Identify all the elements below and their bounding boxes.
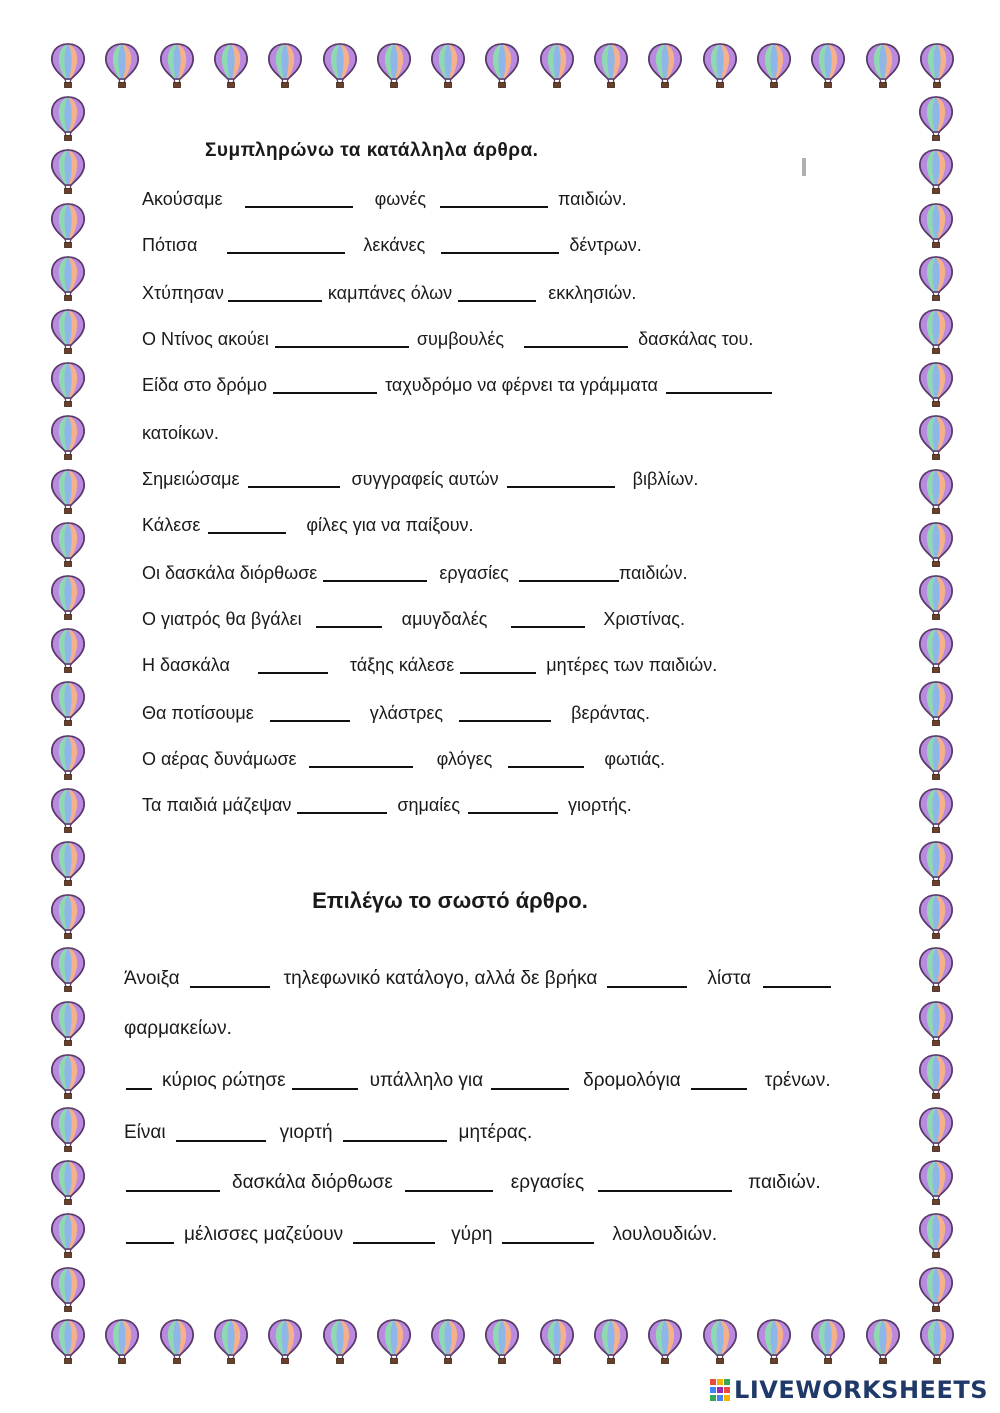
hot-air-balloon-icon — [918, 1000, 954, 1046]
answer-blank[interactable] — [691, 1070, 747, 1090]
hot-air-balloon-icon — [430, 42, 466, 88]
hot-air-balloon-icon — [50, 1106, 86, 1152]
hot-air-balloon-icon — [918, 468, 954, 514]
hot-air-balloon-icon — [756, 42, 792, 88]
hot-air-balloon-icon — [918, 521, 954, 567]
hot-air-balloon-icon — [918, 1106, 954, 1152]
answer-blank[interactable] — [441, 234, 559, 254]
answer-blank[interactable] — [227, 234, 345, 254]
answer-blank[interactable] — [502, 1224, 594, 1244]
exercise-line: Χτύπησαν καμπάνες όλων εκκλησιών. — [142, 283, 637, 303]
answer-blank[interactable] — [190, 968, 270, 988]
hot-air-balloon-icon — [50, 787, 86, 833]
exercise-line: Η δασκάλα τάξης κάλεσε μητέρες των παιδιών. — [142, 655, 718, 675]
answer-blank[interactable] — [270, 702, 350, 722]
hot-air-balloon-icon — [50, 734, 86, 780]
hot-air-balloon-icon — [593, 42, 629, 88]
hot-air-balloon-icon — [756, 1318, 792, 1364]
answer-blank[interactable] — [258, 654, 328, 674]
hot-air-balloon-icon — [865, 1318, 901, 1364]
hot-air-balloon-icon — [918, 148, 954, 194]
hot-air-balloon-icon — [647, 42, 683, 88]
answer-blank[interactable] — [343, 1122, 447, 1142]
hot-air-balloon-icon — [810, 42, 846, 88]
hot-air-balloon-icon — [539, 42, 575, 88]
answer-blank[interactable] — [292, 1070, 358, 1090]
exercise-line: Κάλεσε φίλες για να παίξουν. — [142, 515, 474, 535]
hot-air-balloon-icon — [50, 42, 86, 88]
answer-blank[interactable] — [405, 1172, 493, 1192]
hot-air-balloon-icon — [810, 1318, 846, 1364]
answer-blank[interactable] — [763, 968, 831, 988]
exercise-line: Τα παιδιά μάζεψαν σημαίες γιορτής. — [142, 795, 632, 815]
scan-mark — [802, 158, 806, 176]
answer-blank[interactable] — [208, 514, 286, 534]
answer-blank[interactable] — [460, 654, 536, 674]
hot-air-balloon-icon — [50, 1318, 86, 1364]
hot-air-balloon-icon — [50, 148, 86, 194]
exercise-line: Οι δασκάλα διόρθωσε εργασίες παιδιών. — [142, 563, 688, 583]
hot-air-balloon-icon — [918, 574, 954, 620]
hot-air-balloon-icon — [918, 734, 954, 780]
exercise-line: Ο γιατρός θα βγάλει αμυγδαλές Χριστίνας. — [142, 609, 685, 629]
hot-air-balloon-icon — [50, 1000, 86, 1046]
answer-blank[interactable] — [126, 1070, 152, 1090]
exercise-line: Ακούσαμε φωνές παιδιών. — [142, 189, 627, 209]
hot-air-balloon-icon — [918, 787, 954, 833]
hot-air-balloon-icon — [50, 1053, 86, 1099]
hot-air-balloon-icon — [918, 361, 954, 407]
answer-blank[interactable] — [248, 468, 340, 488]
brand-name: LIVEWORKSHEETS — [734, 1376, 988, 1404]
hot-air-balloon-icon — [213, 42, 249, 88]
answer-blank[interactable] — [519, 562, 619, 582]
hot-air-balloon-icon — [918, 1212, 954, 1258]
answer-blank[interactable] — [459, 702, 551, 722]
hot-air-balloon-icon — [159, 42, 195, 88]
answer-blank[interactable] — [511, 608, 585, 628]
hot-air-balloon-icon — [50, 95, 86, 141]
answer-blank[interactable] — [126, 1172, 220, 1192]
hot-air-balloon-icon — [50, 308, 86, 354]
hot-air-balloon-icon — [484, 42, 520, 88]
hot-air-balloon-icon — [865, 42, 901, 88]
hot-air-balloon-icon — [50, 202, 86, 248]
exercise-line: Είδα στο δρόμο ταχυδρόμο να φέρνει τα γράμματα — [142, 372, 776, 398]
hot-air-balloon-icon — [539, 1318, 575, 1364]
hot-air-balloon-icon — [918, 255, 954, 301]
answer-blank[interactable] — [245, 188, 353, 208]
exercise-line: μέλισσες μαζεύουν γύρη λουλουδιών. — [124, 1222, 717, 1248]
hot-air-balloon-icon — [50, 574, 86, 620]
exercise-line: Άνοιξα τηλεφωνικό κατάλογο, αλλά δε βρήκα λίστα — [124, 966, 835, 992]
hot-air-balloon-icon — [104, 42, 140, 88]
section2-title: Επιλέγω το σωστό άρθρο. — [312, 888, 588, 913]
hot-air-balloon-icon — [702, 1318, 738, 1364]
exercise-line: κύριος ρώτησε υπάλληλο για δρομολόγια τρένων. — [124, 1068, 831, 1094]
answer-blank[interactable] — [309, 748, 413, 768]
hot-air-balloon-icon — [376, 42, 412, 88]
hot-air-balloon-icon — [376, 1318, 412, 1364]
hot-air-balloon-icon — [213, 1318, 249, 1364]
answer-blank[interactable] — [598, 1172, 732, 1192]
hot-air-balloon-icon — [159, 1318, 195, 1364]
hot-air-balloon-icon — [50, 627, 86, 673]
hot-air-balloon-icon — [919, 42, 955, 88]
hot-air-balloon-icon — [322, 42, 358, 88]
answer-blank[interactable] — [524, 328, 628, 348]
hot-air-balloon-icon — [50, 1159, 86, 1205]
hot-air-balloon-icon — [322, 1318, 358, 1364]
hot-air-balloon-icon — [918, 414, 954, 460]
hot-air-balloon-icon — [104, 1318, 140, 1364]
hot-air-balloon-icon — [267, 1318, 303, 1364]
hot-air-balloon-icon — [50, 414, 86, 460]
hot-air-balloon-icon — [50, 468, 86, 514]
answer-blank[interactable] — [273, 374, 377, 394]
hot-air-balloon-icon — [918, 1266, 954, 1312]
answer-blank[interactable] — [353, 1224, 435, 1244]
exercise-line: Ο Ντίνος ακούει συμβουλές δασκάλας του. — [142, 329, 754, 349]
answer-blank[interactable] — [297, 794, 387, 814]
exercise-line: Πότισα λεκάνες δέντρων. — [142, 235, 642, 255]
hot-air-balloon-icon — [918, 893, 954, 939]
exercise-line: δασκάλα διόρθωσε εργασίες παιδιών. — [124, 1170, 821, 1196]
hot-air-balloon-icon — [919, 1318, 955, 1364]
hot-air-balloon-icon — [593, 1318, 629, 1364]
hot-air-balloon-icon — [50, 361, 86, 407]
hot-air-balloon-icon — [702, 42, 738, 88]
answer-blank[interactable] — [468, 794, 558, 814]
answer-blank[interactable] — [228, 282, 322, 302]
answer-blank[interactable] — [440, 188, 548, 208]
hot-air-balloon-icon — [50, 680, 86, 726]
hot-air-balloon-icon — [484, 1318, 520, 1364]
hot-air-balloon-icon — [50, 1266, 86, 1312]
hot-air-balloon-icon — [918, 95, 954, 141]
answer-blank[interactable] — [666, 374, 772, 394]
hot-air-balloon-icon — [918, 308, 954, 354]
hot-air-balloon-icon — [918, 202, 954, 248]
answer-blank[interactable] — [176, 1122, 266, 1142]
answer-blank[interactable] — [491, 1070, 569, 1090]
answer-blank[interactable] — [607, 968, 687, 988]
hot-air-balloon-icon — [267, 42, 303, 88]
hot-air-balloon-icon — [918, 840, 954, 886]
answer-blank[interactable] — [508, 748, 584, 768]
hot-air-balloon-icon — [647, 1318, 683, 1364]
exercise-line: φαρμακείων. — [124, 1018, 232, 1039]
answer-blank[interactable] — [323, 562, 427, 582]
answer-blank[interactable] — [316, 608, 382, 628]
section1-title: Συμπληρώνω τα κατάλληλα άρθρα. — [205, 140, 539, 161]
exercise-line: Ο αέρας δυνάμωσε φλόγες φωτιάς. — [142, 749, 666, 769]
exercise-line: κατοίκων. — [142, 423, 219, 443]
hot-air-balloon-icon — [918, 680, 954, 726]
hot-air-balloon-icon — [50, 946, 86, 992]
hot-air-balloon-icon — [50, 840, 86, 886]
hot-air-balloon-icon — [50, 1212, 86, 1258]
answer-blank[interactable] — [275, 328, 409, 348]
exercise-line: Είναι γιορτή μητέρας. — [124, 1122, 533, 1143]
footer-brand[interactable] — [709, 1373, 988, 1407]
answer-blank[interactable] — [507, 468, 615, 488]
liveworksheets-logo-icon — [709, 1377, 731, 1403]
hot-air-balloon-icon — [50, 521, 86, 567]
hot-air-balloon-icon — [50, 255, 86, 301]
hot-air-balloon-icon — [918, 627, 954, 673]
exercise-line: Θα ποτίσουμε γλάστρες βεράντας. — [142, 703, 651, 723]
hot-air-balloon-icon — [918, 1053, 954, 1099]
hot-air-balloon-icon — [430, 1318, 466, 1364]
exercise-line: Σημειώσαμε συγγραφείς αυτών βιβλίων. — [142, 469, 699, 489]
answer-blank[interactable] — [126, 1224, 174, 1244]
hot-air-balloon-icon — [918, 1159, 954, 1205]
answer-blank[interactable] — [458, 282, 536, 302]
hot-air-balloon-icon — [918, 946, 954, 992]
